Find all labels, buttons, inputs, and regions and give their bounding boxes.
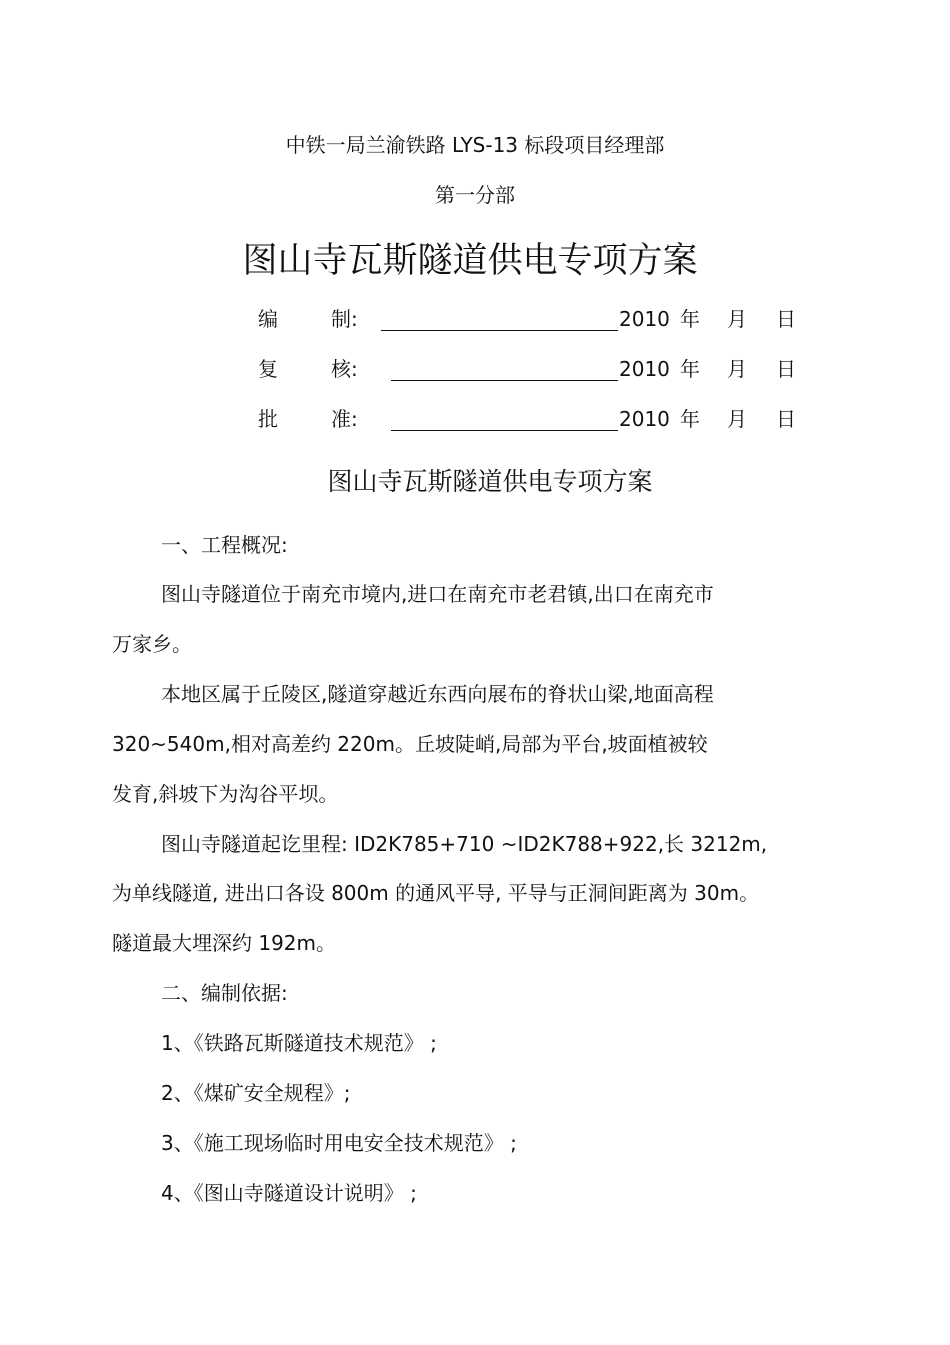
signoff-day-unit: 日: [776, 307, 796, 331]
signoff-role-char-2: 核:: [331, 357, 358, 381]
signoff-role-char-1: 复: [258, 357, 278, 381]
signoff-year: 2010: [619, 357, 670, 381]
cover-title: 图山寺瓦斯隧道供电专项方案: [242, 241, 698, 281]
paragraph-line: 320~540m,相对高差约 220m。丘坡陡峭,局部为平台,坡面植被较: [112, 732, 708, 756]
signoff-role-char-1: 编: [258, 307, 278, 331]
signoff-day-unit: 日: [776, 357, 796, 381]
reference-item: 4、《图山寺隧道设计说明》 ;: [161, 1181, 417, 1205]
reference-item: 1、《铁路瓦斯隧道技术规范》 ;: [161, 1031, 437, 1055]
signature-line[interactable]: [381, 330, 618, 331]
paragraph-line: 发育,斜坡下为沟谷平坝。: [112, 782, 339, 806]
paragraph-line: 图山寺隧道起讫里程: ID2K785+710 ~ID2K788+922,长 3212m,: [161, 832, 768, 856]
paragraph-line: 为单线隧道, 进出口各设 800m 的通风平导, 平导与正洞间距离为 30m。: [112, 881, 760, 905]
signoff-year: 2010: [619, 407, 670, 431]
organization-header: 中铁一局兰渝铁路 LYS-13 标段项目经理部: [285, 133, 665, 157]
section-heading: 一、工程概况:: [161, 533, 288, 557]
signoff-day-unit: 日: [776, 407, 796, 431]
signoff-role-char-2: 制:: [331, 307, 358, 331]
signature-line[interactable]: [391, 430, 618, 431]
reference-item: 2、《煤矿安全规程》;: [161, 1081, 351, 1105]
signoff-year-unit: 年: [680, 407, 700, 431]
signoff-month-unit: 月: [727, 357, 747, 381]
paragraph-line: 本地区属于丘陵区,隧道穿越近东西向展布的脊状山梁,地面高程: [161, 682, 714, 706]
signature-line[interactable]: [391, 380, 618, 381]
division-header: 第一分部: [435, 183, 515, 207]
paragraph-line: 万家乡。: [112, 632, 192, 656]
signoff-year-unit: 年: [680, 307, 700, 331]
signoff-year: 2010: [619, 307, 670, 331]
paragraph-line: 隧道最大埋深约 192m。: [112, 931, 337, 955]
document-title: 图山寺瓦斯隧道供电专项方案: [327, 467, 653, 496]
paragraph-line: 图山寺隧道位于南充市境内,进口在南充市老君镇,出口在南充市: [161, 582, 714, 606]
signoff-year-unit: 年: [680, 357, 700, 381]
signoff-month-unit: 月: [727, 407, 747, 431]
reference-item: 3、《施工现场临时用电安全技术规范》 ;: [161, 1131, 517, 1155]
signoff-role-char-1: 批: [258, 407, 278, 431]
signoff-role-char-2: 准:: [331, 407, 358, 431]
signoff-month-unit: 月: [727, 307, 747, 331]
section-heading: 二、编制依据:: [161, 981, 288, 1005]
